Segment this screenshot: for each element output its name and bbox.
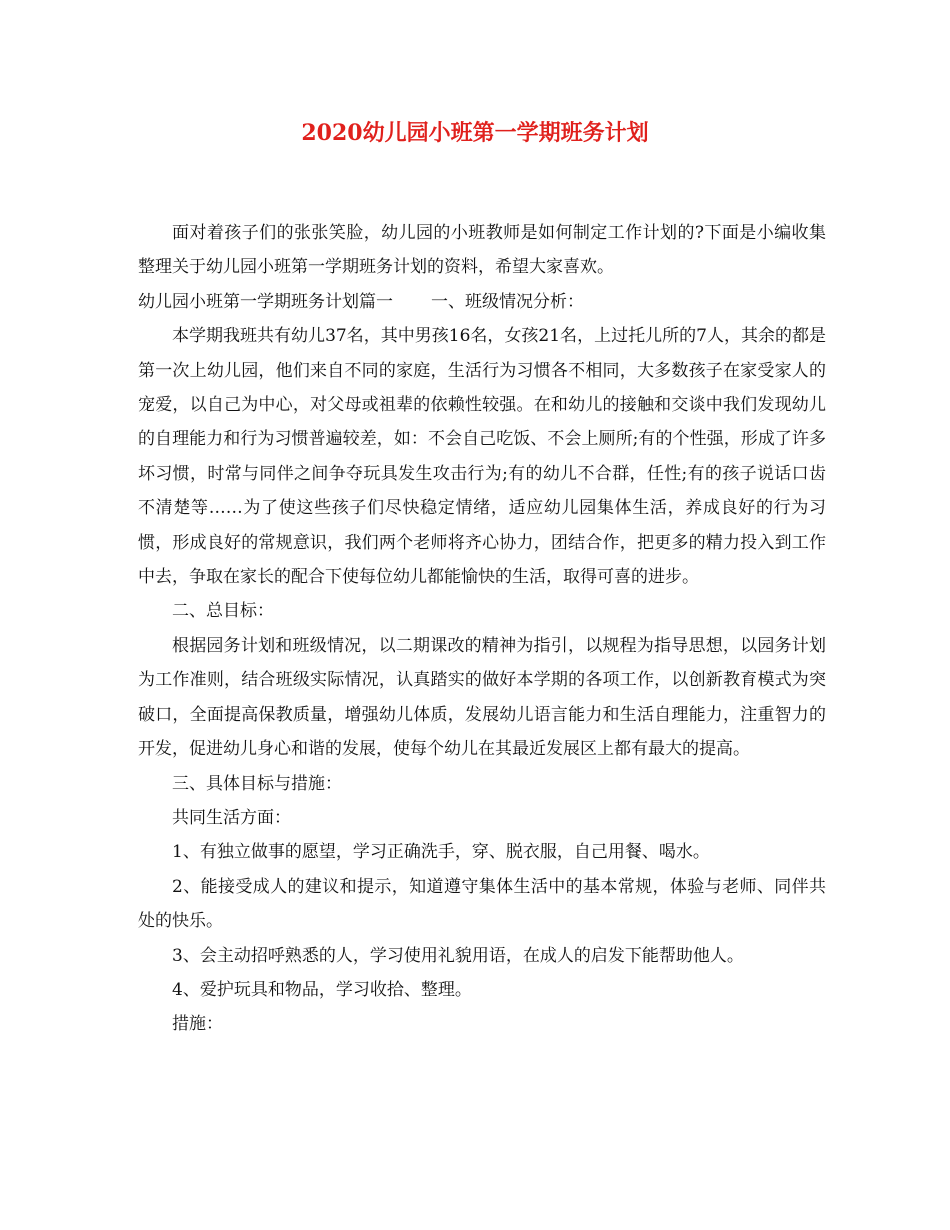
section1-heading: 一、班级情况分析：: [431, 291, 584, 312]
section3-heading: 三、具体目标与措施：: [172, 773, 342, 794]
part-one-label: 幼儿园小班第一学期班务计划篇一: [138, 291, 393, 312]
life-heading: 共同生活方面：: [172, 807, 291, 828]
section1-body: 本学期我班共有幼儿37名，其中男孩16名，女孩21名，上过托儿所的7人，其余的都是第一次上幼儿园，他们来自不同的家庭，生活行为习惯各不相同，大多数孩子在家受家人的宠爱，以自己为中心，对父母或祖辈的依赖性较强。在和幼儿的接触和交谈中我们发现幼儿的自理能力和行为习惯普遍较差，如：不会自己吃饭、不会上厕所;有的个性强，形成了许多坏习惯，时常与同伴之间争夺玩具发生攻击行为;有的幼儿不合群，任性;有的孩子说话口齿不清楚等……为了使这些孩子们尽快稳定情绪，适应幼儿园集体生活，养成良好的行为习惯，形成良好的常规意识，我们两个老师将齐心协力，团结合作，把更多的精力投入到工作中去，争取在家长的配合下使每位幼儿都能愉快的生活，取得可喜的进步。: [138, 326, 826, 588]
section2-body: 根据园务计划和班级情况，以二期课改的精神为指引，以规程为指导思想，以园务计划为工作准则，结合班级实际情况，认真踏实的做好本学期的各项工作，以创新教育模式为突破口，全面提高保教质量，增强幼儿体质，发展幼儿语言能力和生活自理能力，注重智力的开发，促进幼儿身心和谐的发展，使每个幼儿在其最近发展区上都有最大的提高。: [138, 635, 826, 760]
document-body: [138, 216, 826, 1042]
list-item-3: 3、会主动招呼熟悉的人，学习使用礼貌用语，在成人的启发下能帮助他人。: [172, 945, 744, 966]
part-one-line: [138, 285, 826, 319]
section2-heading: 二、总目标：: [172, 601, 274, 622]
list-item-2: 2、能接受成人的建议和提示，知道遵守集体生活中的基本常规，体验与老师、同伴共处的快乐。: [138, 876, 826, 932]
list-item-4: 4、爱护玩具和物品，学习收拾、整理。: [172, 979, 472, 1000]
measures-heading: 措施：: [172, 1014, 223, 1035]
intro-paragraph: 面对着孩子们的张张笑脸，幼儿园的小班教师是如何制定工作计划的?下面是小编收集整理关于幼儿园小班第一学期班务计划的资料，希望大家喜欢。: [138, 223, 826, 278]
list-item-1: 1、有独立做事的愿望，学习正确洗手，穿、脱衣服，自己用餐、喝水。: [172, 842, 710, 863]
document-title: 2020幼儿园小班第一学期班务计划: [301, 120, 649, 146]
